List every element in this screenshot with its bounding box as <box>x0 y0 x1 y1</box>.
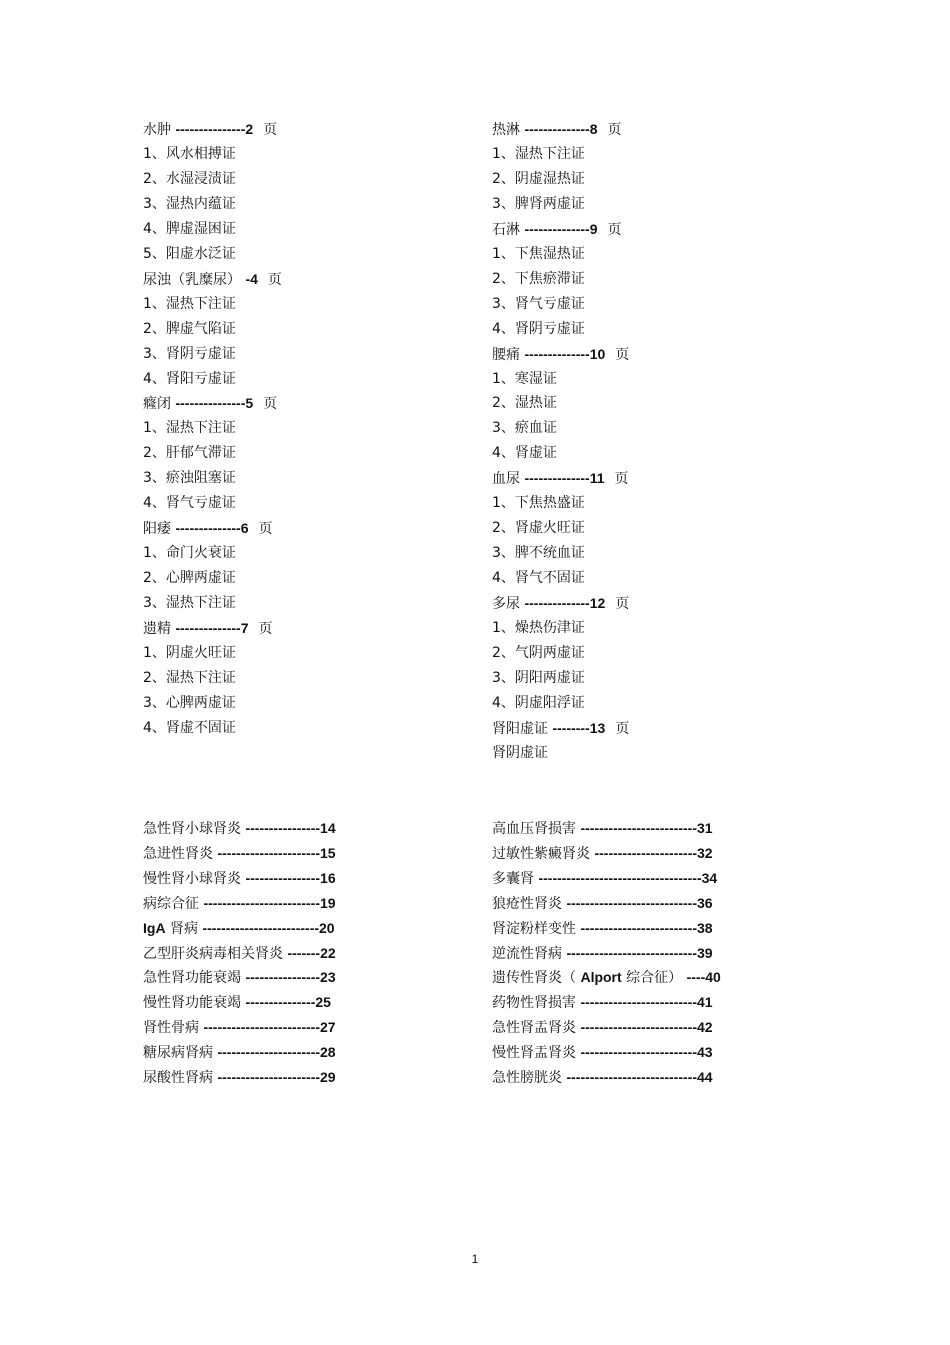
toc-subitem <box>143 669 236 687</box>
toc-subitem <box>143 494 236 512</box>
toc-entry <box>492 719 629 737</box>
toc-entry <box>143 993 331 1011</box>
subitem-text: 4、肾阳亏虚证 <box>143 370 236 387</box>
toc-entry <box>143 120 277 138</box>
subitem-text: 2、下焦瘀滞证 <box>492 270 585 287</box>
toc-subitem <box>492 270 585 288</box>
entry-title: 血尿 <box>492 471 525 488</box>
toc-subitem <box>143 469 236 487</box>
toc-entry <box>492 1018 713 1036</box>
toc-entry <box>492 944 713 962</box>
entry-leader-page: --------------10 <box>524 345 606 362</box>
subitem-text: 1、湿热下注证 <box>143 295 236 312</box>
entry-title: 癃闭 <box>143 396 176 413</box>
toc-subitem <box>492 619 585 637</box>
toc-subitem <box>492 170 585 188</box>
entry-leader-page: -------------------------19 <box>203 894 336 911</box>
entry-title: 腰痛 <box>492 346 525 363</box>
entry-title: 肾淀粉样变性 <box>492 920 581 937</box>
toc-subitem <box>492 644 585 662</box>
toc-subitem <box>492 569 585 587</box>
toc-entry <box>492 993 713 1011</box>
subitem-text: 1、风水相搏证 <box>143 145 236 162</box>
toc-subitem <box>143 245 236 263</box>
toc-subitem <box>492 295 585 313</box>
toc-entry <box>143 819 336 837</box>
entry-title: 急性膀胱炎 <box>492 1070 567 1086</box>
subitem-text: 3、肾阴亏虚证 <box>143 345 236 362</box>
toc-entry <box>143 968 336 986</box>
toc-entry <box>143 869 336 887</box>
entry-leader-page: --------------11 <box>524 470 605 487</box>
toc-subitem <box>143 419 236 437</box>
entry-title: 狼疮性肾炎 <box>492 895 567 912</box>
toc-subitem <box>492 145 585 163</box>
entry-leader-page: ----------------------28 <box>217 1044 336 1061</box>
toc-entry <box>492 844 713 862</box>
entry-leader-page: -------------------------20 <box>202 919 335 936</box>
subitem-text: 1、寒湿证 <box>492 370 557 387</box>
toc-entry <box>143 919 335 937</box>
page-number: 1 <box>471 1252 479 1266</box>
entry-title: 石淋 <box>492 221 525 238</box>
toc-subitem <box>143 569 236 587</box>
toc-entry <box>143 1068 336 1086</box>
subitem-text: 4、肾气不固证 <box>492 570 585 587</box>
entry-leader-page: ----------------------------44 <box>566 1069 713 1085</box>
entry-leader-page: --------------9 <box>524 220 598 237</box>
subitem-text: 2、肝郁气滞证 <box>143 445 236 462</box>
toc-entry <box>143 1018 336 1036</box>
toc-entry <box>143 519 273 537</box>
toc-subitem <box>492 370 557 388</box>
entry-title: 病综合征 <box>143 895 204 912</box>
entry-title: 慢性肾盂肾炎 <box>492 1045 581 1062</box>
toc-entry <box>492 1068 713 1086</box>
entry-page-suffix: 页 <box>258 521 273 538</box>
toc-entry <box>492 968 721 986</box>
toc-subitem <box>143 170 236 188</box>
entry-title: 慢性肾功能衰竭 <box>143 995 246 1012</box>
toc-subitem <box>492 494 585 512</box>
entry-leader-page: --------------12 <box>524 595 606 612</box>
toc-entry <box>143 944 336 962</box>
toc-subitem <box>492 195 585 213</box>
entry-leader-page: ---------------2 <box>175 121 254 137</box>
subitem-text: 3、肾气亏虚证 <box>492 295 585 312</box>
subitem-text: 肾阴虚证 <box>492 744 548 761</box>
entry-title: 乙型肝炎病毒相关肾炎 <box>143 945 288 962</box>
entry-leader-page: --------13 <box>552 719 606 736</box>
entry-title: 急性肾盂肾炎 <box>492 1020 581 1037</box>
entry-page-suffix: 页 <box>607 221 622 238</box>
subitem-text: 3、瘀血证 <box>492 420 557 437</box>
entry-title: 遗精 <box>143 621 176 637</box>
toc-subitem <box>143 544 236 562</box>
entry-leader-page: -------------------------42 <box>580 1019 713 1036</box>
toc-subitem <box>143 694 236 712</box>
entry-title-bold: Alport <box>580 969 622 986</box>
toc-entry <box>492 469 629 487</box>
entry-title: 高血压肾损害 <box>492 821 581 837</box>
toc-subitem <box>492 669 585 687</box>
toc-subitem <box>492 694 585 712</box>
toc-subitem <box>492 544 585 562</box>
entry-leader-page: --------------6 <box>175 520 249 537</box>
subitem-text: 1、阴虚火旺证 <box>143 644 236 661</box>
subitem-text: 3、瘀浊阻塞证 <box>143 470 236 487</box>
entry-title-rest: 综合征） <box>621 970 687 987</box>
subitem-text: 1、命门火衰证 <box>143 545 236 562</box>
subitem-text: 2、肾虚火旺证 <box>492 520 585 537</box>
subitem-text: 2、湿热下注证 <box>143 669 236 686</box>
entry-leader-page: ----------------23 <box>245 969 336 986</box>
entry-leader-page: -4 <box>245 270 258 287</box>
toc-entry <box>492 345 629 363</box>
entry-title: 糖尿病肾病 <box>143 1045 218 1062</box>
entry-title: 肾性骨病 <box>143 1020 204 1037</box>
subitem-text: 4、脾虚湿困证 <box>143 220 236 237</box>
subitem-text: 3、心脾两虚证 <box>143 694 236 711</box>
entry-leader-page: -------------------------27 <box>203 1019 336 1036</box>
subitem-text: 3、脾不统血证 <box>492 545 585 562</box>
toc-entry <box>143 894 336 912</box>
entry-title: 肾病 <box>165 920 203 937</box>
entry-leader-page: ----------------------------36 <box>566 894 713 911</box>
subitem-text: 4、肾虚证 <box>492 445 557 462</box>
entry-title: 药物性肾损害 <box>492 995 581 1012</box>
toc-entry <box>143 394 277 412</box>
subitem-text: 2、脾虚气陷证 <box>143 320 236 337</box>
entry-page-suffix: 页 <box>263 122 278 138</box>
subitem-text: 3、湿热下注证 <box>143 595 236 612</box>
entry-leader-page: ----------------------29 <box>217 1069 336 1085</box>
toc-subitem <box>143 145 236 163</box>
entry-page-suffix: 页 <box>258 621 273 637</box>
subitem-text: 2、心脾两虚证 <box>143 570 236 587</box>
toc-subitem <box>143 444 236 462</box>
subitem-text: 3、湿热内蕴证 <box>143 195 236 212</box>
entry-title: 尿酸性肾病 <box>143 1070 218 1086</box>
toc-subitem <box>492 419 557 437</box>
entry-title: 慢性肾小球肾炎 <box>143 870 246 887</box>
toc-subitem <box>492 744 548 762</box>
toc-subitem <box>143 195 236 213</box>
toc-entry <box>492 120 622 138</box>
subitem-text: 1、下焦热盛证 <box>492 495 585 512</box>
entry-title: 阳痿 <box>143 521 176 538</box>
entry-title: 遗传性肾炎（ <box>492 970 581 987</box>
entry-leader-page: -------------------------31 <box>580 820 713 836</box>
entry-page-suffix: 页 <box>607 122 622 138</box>
entry-leader-page: -------------------------41 <box>580 994 713 1011</box>
toc-subitem <box>492 444 557 462</box>
entry-leader-page: -------------------------43 <box>580 1044 713 1061</box>
entry-title: 逆流性肾病 <box>492 945 567 962</box>
toc-entry <box>143 619 273 637</box>
toc-subitem <box>492 519 585 537</box>
entry-leader-page: ----------------------------39 <box>566 944 713 961</box>
entry-page-suffix: 页 <box>615 720 630 737</box>
toc-subitem <box>143 320 236 338</box>
toc-subitem <box>143 345 236 363</box>
toc-subitem <box>143 220 236 238</box>
entry-leader-page: ----------------14 <box>245 820 336 836</box>
entry-title: 急进性肾炎 <box>143 845 218 862</box>
entry-page-suffix: 页 <box>615 346 630 363</box>
entry-title: 过敏性紫癜肾炎 <box>492 845 595 862</box>
subitem-text: 1、燥热伤津证 <box>492 620 585 636</box>
entry-title: 尿浊（乳糜尿） <box>143 271 246 288</box>
subitem-text: 4、肾阴亏虚证 <box>492 320 585 337</box>
entry-title: 水肿 <box>143 122 176 138</box>
subitem-text: 1、湿热下注证 <box>492 145 585 162</box>
toc-entry <box>492 819 713 837</box>
toc-entry <box>492 1043 713 1061</box>
entry-page-suffix: 页 <box>263 396 278 413</box>
entry-leader-page: ---------------5 <box>175 395 254 412</box>
toc-subitem <box>143 594 236 612</box>
toc-entry <box>143 270 282 288</box>
entry-page-suffix: 页 <box>267 271 282 288</box>
subitem-text: 5、阳虚水泛证 <box>143 245 236 262</box>
entry-leader-page: ---------------25 <box>245 994 331 1011</box>
toc-entry <box>492 594 629 612</box>
toc-subitem <box>143 719 236 737</box>
entry-leader-page: ----40 <box>686 969 721 986</box>
subitem-text: 1、下焦湿热证 <box>492 245 585 262</box>
entry-title: 肾阳虚证 <box>492 720 553 737</box>
subitem-text: 2、水湿浸渍证 <box>143 170 236 187</box>
toc-subitem <box>143 644 236 662</box>
entry-leader-page: -------------------------38 <box>580 919 713 936</box>
subitem-text: 4、肾气亏虚证 <box>143 495 236 512</box>
toc-subitem <box>143 370 236 388</box>
subitem-text: 2、气阴两虚证 <box>492 644 585 661</box>
entry-title: 急性肾小球肾炎 <box>143 821 246 837</box>
toc-entry <box>492 919 713 937</box>
entry-leader-page: -----------------------------------34 <box>538 869 718 886</box>
entry-title: 急性肾功能衰竭 <box>143 970 246 987</box>
toc-entry <box>143 1043 336 1061</box>
toc-entry <box>492 220 622 238</box>
entry-leader-page: ----------------------32 <box>594 844 713 861</box>
entry-page-suffix: 页 <box>614 471 629 488</box>
entry-title: 多尿 <box>492 596 525 613</box>
subitem-text: 2、湿热证 <box>492 395 557 412</box>
entry-title: 多囊肾 <box>492 870 539 887</box>
entry-title: 热淋 <box>492 122 525 138</box>
toc-subitem <box>492 320 585 338</box>
entry-leader-page: --------------7 <box>175 620 249 636</box>
subitem-text: 3、阴阳两虚证 <box>492 669 585 686</box>
subitem-text: 1、湿热下注证 <box>143 420 236 437</box>
subitem-text: 4、肾虚不固证 <box>143 719 236 736</box>
toc-subitem <box>492 394 557 412</box>
toc-subitem <box>143 295 236 313</box>
toc-subitem <box>492 245 585 263</box>
entry-prefix: IgA <box>143 919 166 936</box>
entry-page-suffix: 页 <box>615 596 630 613</box>
entry-leader-page: -------22 <box>287 944 336 961</box>
entry-leader-page: ----------------16 <box>245 869 336 886</box>
entry-leader-page: ----------------------15 <box>217 844 336 861</box>
toc-entry <box>492 894 713 912</box>
toc-entry <box>143 844 336 862</box>
entry-leader-page: --------------8 <box>524 121 598 137</box>
subitem-text: 3、脾肾两虚证 <box>492 195 585 212</box>
subitem-text: 4、阴虚阳浮证 <box>492 694 585 711</box>
toc-entry <box>492 869 717 887</box>
subitem-text: 2、阴虚湿热证 <box>492 170 585 187</box>
